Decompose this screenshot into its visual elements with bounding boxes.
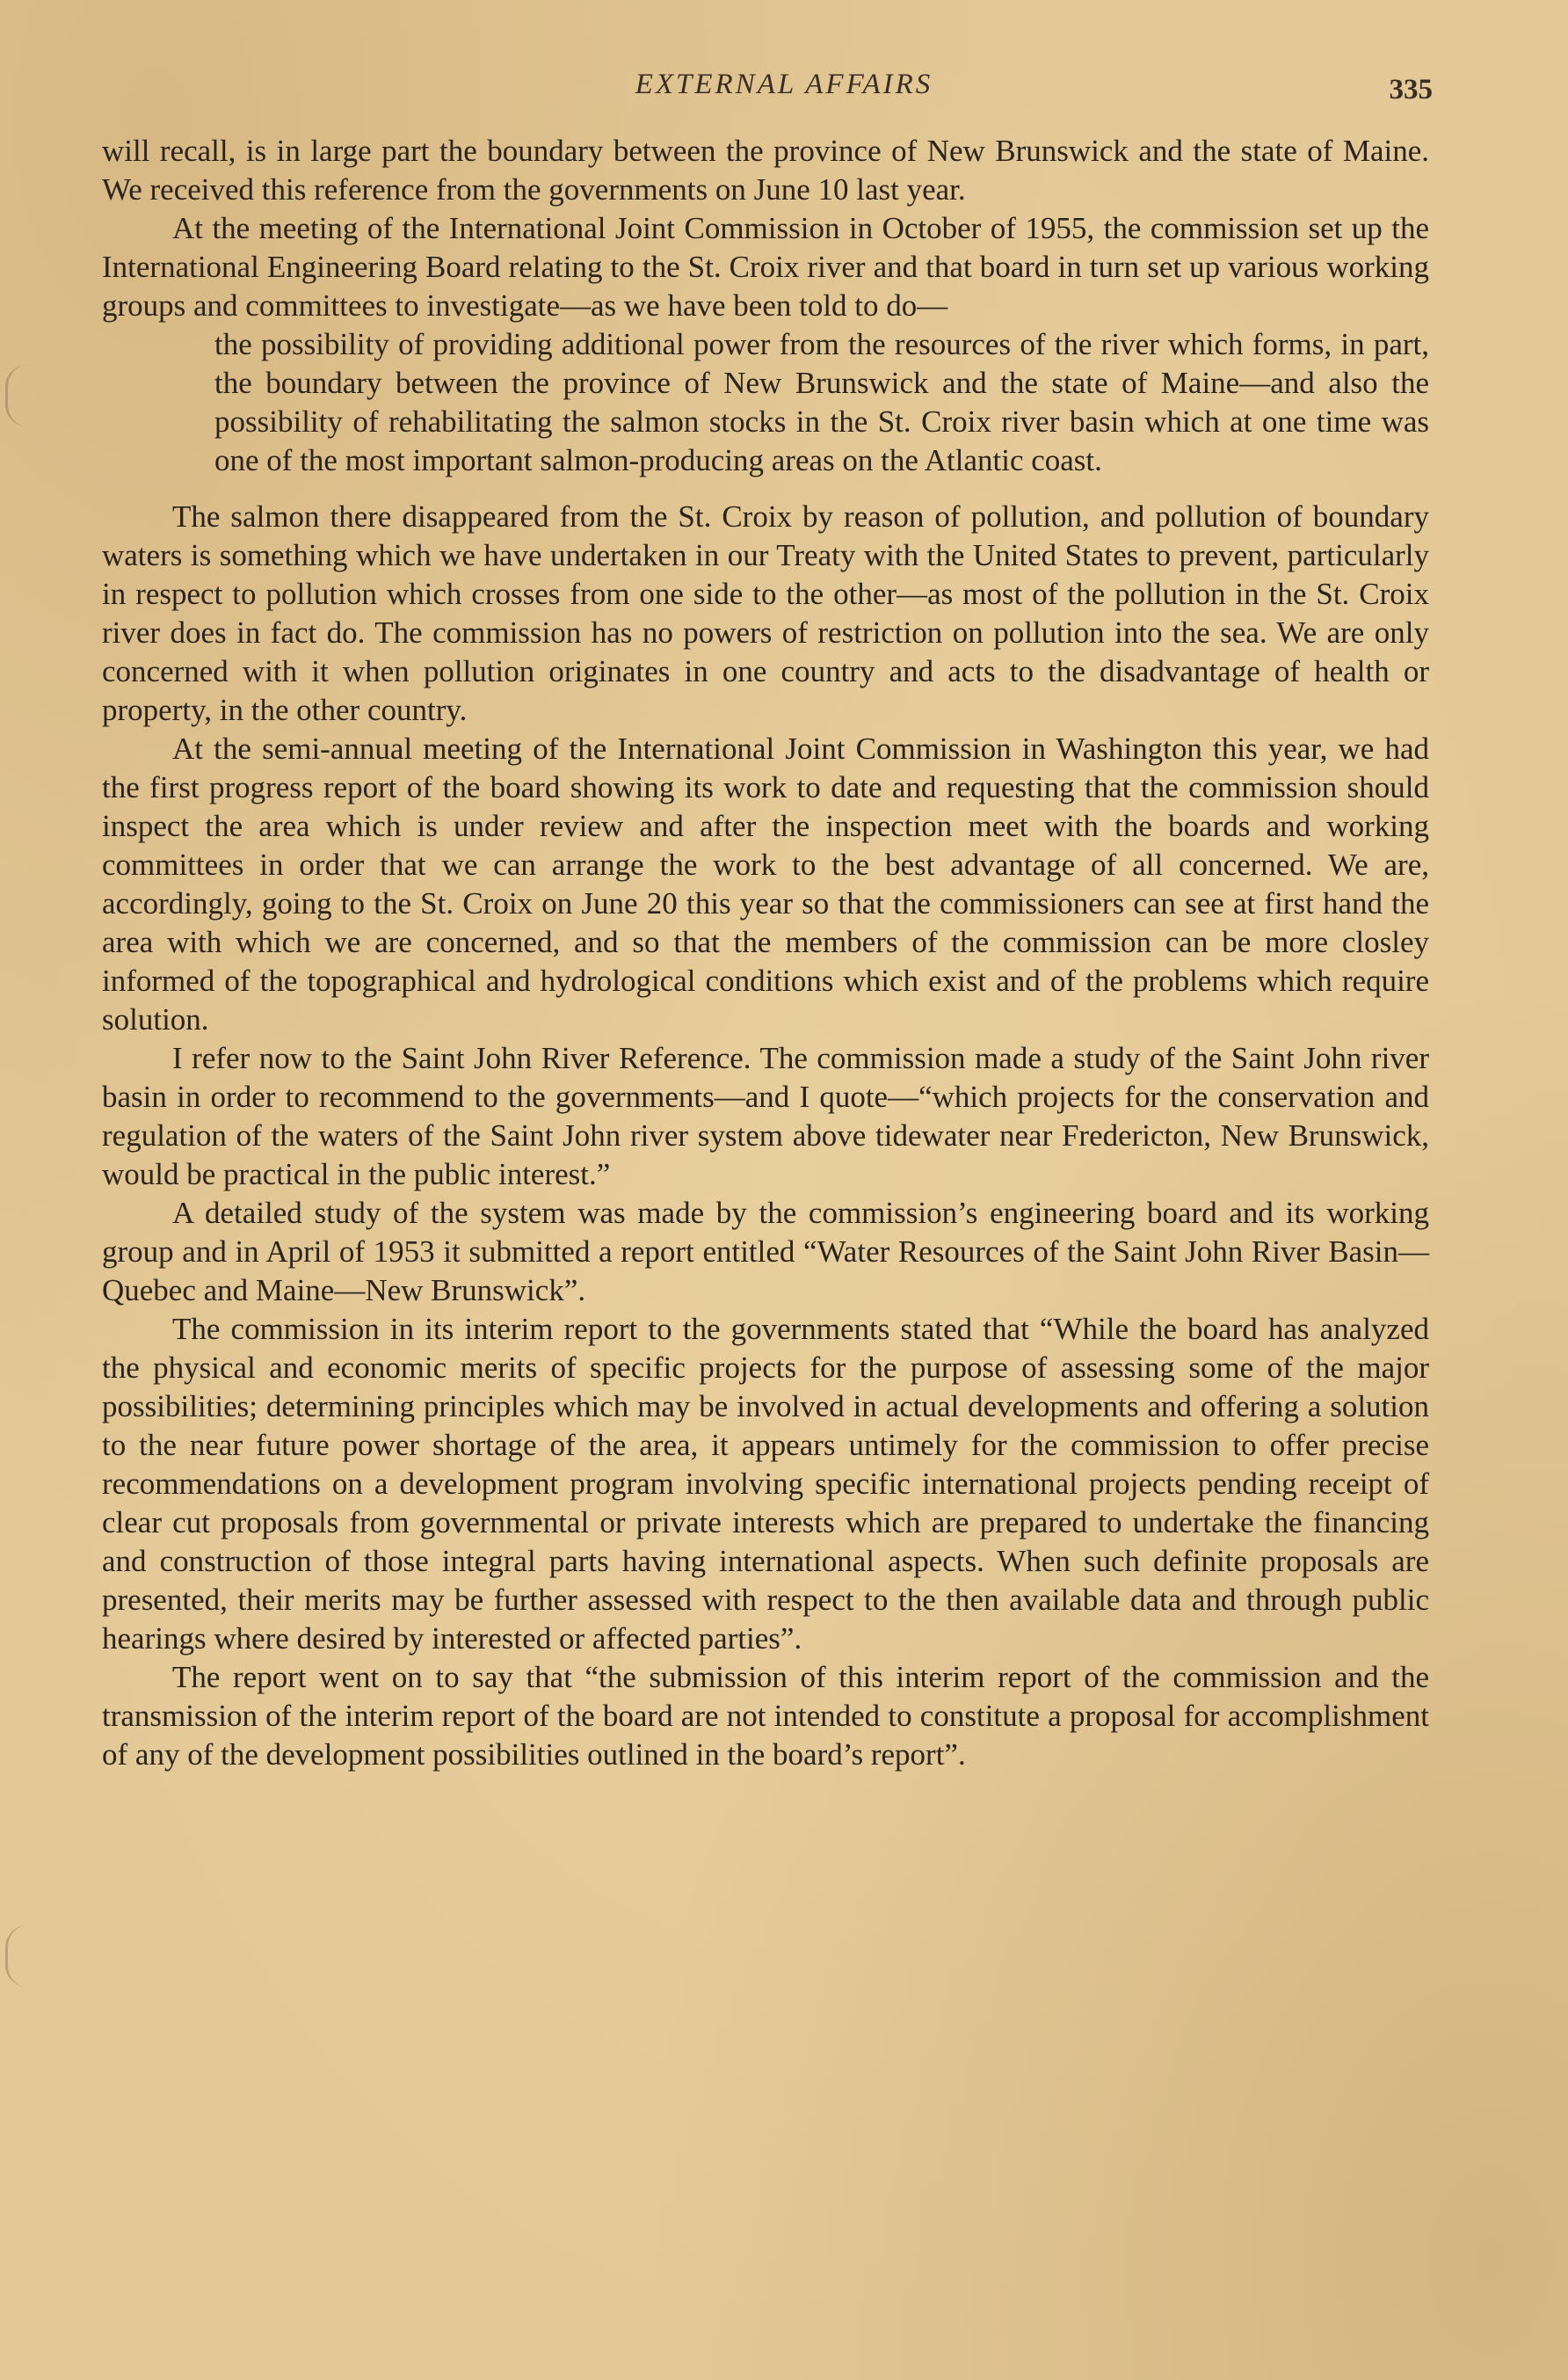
page-number: 335 [1389,74,1433,106]
running-title: EXTERNAL AFFAIRS [635,69,933,100]
paragraph: I refer now to the Saint John River Reference. The commission made a study of the Saint John river basin in order to recommend to the governments—and I quote—“which projects for the conservation and regulation of the waters of the Saint John river system above tidewater near Fredericton, New Brunswick, would be practical in the public interest.” [102,1041,1429,1191]
running-header [0,69,1568,107]
paragraph: The salmon there disappeared from the St. Croix by reason of pollution, and pollution of boundary waters is something which we have undertaken in our Treaty with the United States to prevent, particularly in respect to pollution which crosses from one side to the other—as most of the pollution in the St. Croix river does in fact do. The commission has no powers of restriction on pollution into the sea. We are only concerned with it when pollution originates in one country and acts to the disadvantage of health or property, in the other country. [102,499,1429,727]
body-text [102,132,1429,1774]
paragraph: will recall, is in large part the boundary between the province of New Brunswick and the state of Maine. We received this reference from the governments on June 10 last year. [102,134,1429,207]
paragraph: The commission in its interim report to the governments stated that “While the board has analyzed the physical and economic merits of specific projects for the purpose of assessing some of the major possibilities; determining principles which may be involved in actual developments and offering a solution to the near future power shortage of the area, it appears untimely for the commission to offer precise recommendations on a development program involving specific international projects pending receipt of clear cut proposals from governmental or private interests which are prepared to undertake the financing and construction of those integral parts having international aspects. When such definite proposals are presented, their merits may be further assessed with respect to the then available data and through public hearings where desired by interested or affected parties”. [102,1312,1429,1656]
page-edge-mark [5,1925,27,1987]
paragraph: The report went on to say that “the submission of this interim report of the commission and the transmission of the interim report of the board are not intended to constitute a proposal for accomplishment of any of the development possibilities outlined in the board’s report”. [102,1660,1429,1772]
block-quote: the possibility of providing additional power from the resources of the river which forms, in part, the boundary between the province of New Brunswick and the state of Maine—and also the possibility of rehabilitating the salmon stocks in the St. Croix river basin which at one time was one of the most important salmon-producing areas on the Atlantic coast. [214,327,1429,477]
paragraph: A detailed study of the system was made by the commission’s engineering board and its working group and in April of 1953 it submitted a report entitled “Water Resources of the Saint John River Basin—Quebec and Maine—New Brunswick”. [102,1196,1429,1307]
paragraph: At the semi-annual meeting of the International Joint Commission in Washington this year, we had the first progress report of the board showing its work to date and requesting that the commission should inspect the area which is under review and after the inspection meet with the boards and working committees in order that we can arrange the work to the best advantage of all concerned. We are, accordingly, going to the St. Croix on June 20 this year so that the commissioners can see at first hand the area with which we are concerned, and so that the members of the commission can be more closley informed of the topographical and hydrological conditions which exist and of the problems which require solution. [102,731,1429,1037]
paragraph: At the meeting of the International Joint Commission in October of 1955, the commission set up the International Engineering Board relating to the St. Croix river and that board in turn set up various working groups and committees to investigate—as we have been told to do— [102,211,1429,323]
page-edge-mark [5,365,27,426]
